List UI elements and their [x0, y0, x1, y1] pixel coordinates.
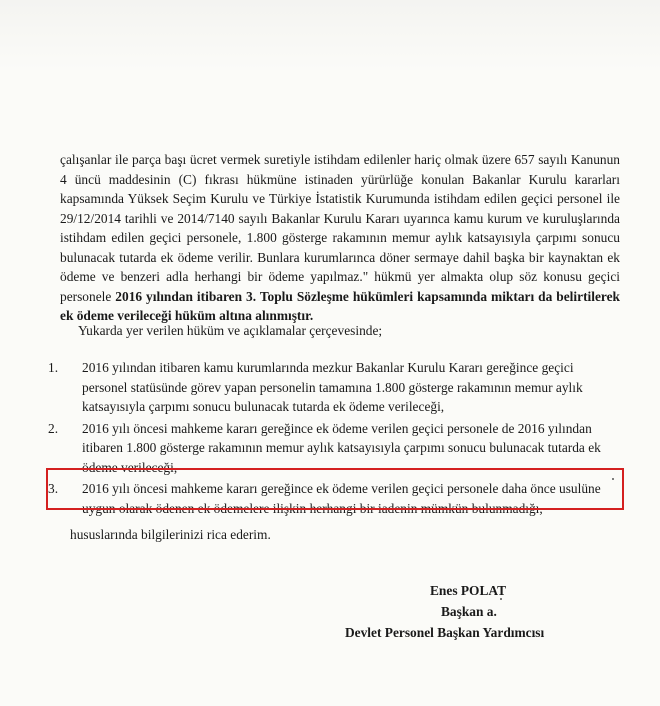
list-item-number: 2.: [48, 420, 59, 436]
signer-title: Başkan a.: [441, 604, 497, 619]
list-item-number: 1.: [48, 360, 59, 375]
scan-speck: [500, 598, 502, 600]
paragraph-bold-text: 2016 yılından itibaren 3. Toplu Sözleşme hükümleri kapsamında miktarı da belirtilerek ek ödeme verileceği hüküm altına alınmıştır.: [60, 288, 620, 323]
red-highlight-box: [46, 468, 624, 510]
closing-line: hususlarında bilgilerinizi rica ederim.: [70, 527, 271, 542]
scan-speck: [612, 478, 614, 480]
body-paragraph: [60, 150, 620, 326]
paragraph-main-text: çalışanlar ile parça başı ücret vermek suretiyle istihdam edilenler hariç olmak üzere 657 sayılı Kanunun 4 üncü maddesinin (C) fıkrası hükmüne istinaden yürürlüğe konulan Bakanlar Kurulu kararları kapsamında Yüksek Seçim Kurulu ve Türkiye İstatistik Kurumunda istihdam edilen geçici personel ile 29/12/2014 tarihli ve 2014/7140 sayılı Bakanlar Kurulu Kararı uyarınca kamu kurum ve kuruluşlarında istihdam edilen geçici personele, 1.800 gösterge rakamının memur aylık katsayısıyla çarpımı sonucu bulunacak tutarda ek ödeme verilir. Bunlara kurumlarınca döner sermaye dahil başka bir kaynaktan ek ödeme ve benzeri adla herhangi bir ödeme yapılmaz." hükmü yer almakta olup söz konusu geçici personele: [60, 152, 620, 304]
signer-role: Devlet Personel Başkan Yardımcısı: [345, 625, 545, 640]
list-item: [48, 358, 618, 417]
list-item-number: 3.: [48, 481, 59, 496]
signer-name: Enes POLAT: [430, 583, 507, 598]
paragraph-text: [60, 150, 620, 326]
intro-line: Yukarda yer verilen hüküm ve açıklamalar çerçevesinde;: [78, 323, 383, 338]
signature-block: [345, 580, 625, 643]
list-item-text: 2016 yılından itibaren kamu kurumlarında mezkur Bakanlar Kurulu Kararı gereğince geçici personel statüsünde görev yapan personelin tamamına 1.800 gösterge rakamının memur aylık katsayısıyla çarpımı sonucu bulunacak tutarda ek ödeme verileceği,: [82, 360, 583, 414]
list-item-text: 2016 yılı öncesi mahkeme kararı gereğince ek ödeme verilen geçici personele de 2016 yılından itibaren 1.800 gösterge rakamının memur aylık katsayısıyla çarpımı sonucu bulunacak tutarda ek ödeme verileceği,: [82, 420, 601, 475]
list-item-text: 2016 yılı öncesi mahkeme kararı gereğince ek ödeme verilen geçici personele daha önce usulüne uygun olarak ödenen ek ödemelere ilişkin herhangi bir iadenin mümkün bulunmadığı,: [82, 481, 601, 516]
